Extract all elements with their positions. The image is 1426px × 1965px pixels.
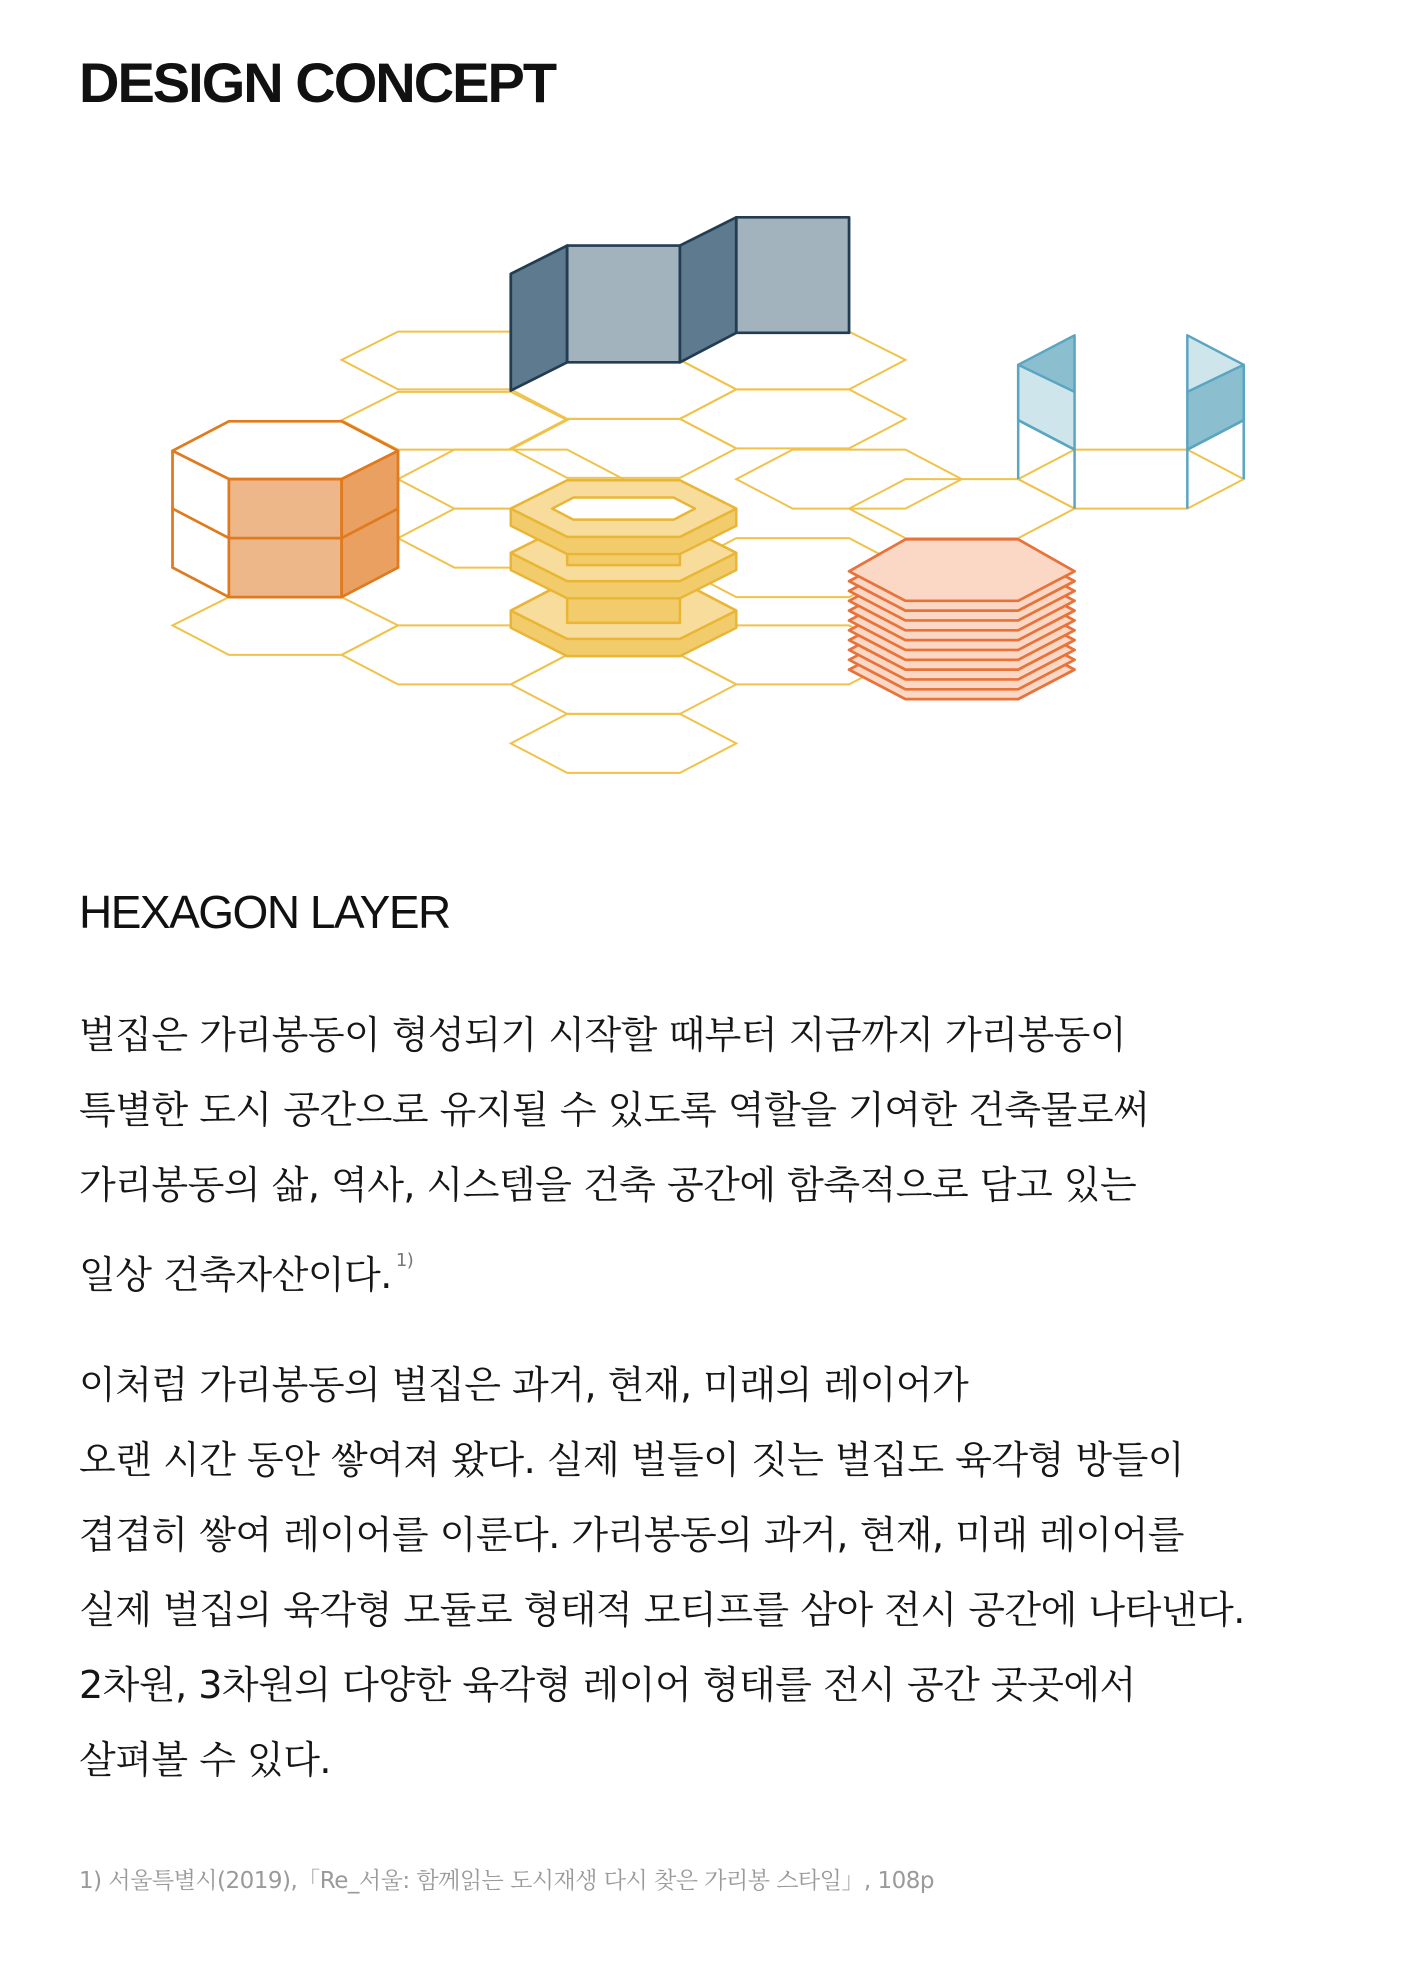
paragraph-1 <box>79 998 1149 1313</box>
text-line: 가리봉동의 삶, 역사, 시스템을 건축 공간에 함축적으로 담고 있는 <box>79 1163 1137 1207</box>
navy-panel-wall <box>511 217 849 390</box>
text-line: 살펴볼 수 있다. <box>79 1738 331 1782</box>
paragraph-2 <box>79 1348 1245 1798</box>
footnote: 1) 서울특별시(2019),「Re_서울: 함께읽는 도시재생 다시 찾은 가리봉 스타일」, 108p <box>79 1868 934 1894</box>
text-line: 이처럼 가리봉동의 벌집은 과거, 현재, 미래의 레이어가 <box>79 1363 969 1407</box>
page-title: DESIGN CONCEPT <box>79 51 556 114</box>
yellow-hex-rings <box>511 480 737 656</box>
orange-hex-prism <box>173 421 399 597</box>
footnote-reference: 1) <box>395 1250 414 1271</box>
text-line: 벌집은 가리봉동이 형성되기 시작할 때부터 지금까지 가리봉동이 <box>79 1013 1127 1057</box>
text-line-text: 일상 건축자산이다. <box>79 1253 392 1297</box>
teal-glass-panels <box>1018 335 1244 508</box>
text-line: 특별한 도시 공간으로 유지될 수 있도록 역할을 기여한 건축물로써 <box>79 1088 1150 1132</box>
section-title: HEXAGON LAYER <box>79 886 450 938</box>
yellow-ring-top <box>511 480 737 554</box>
text-line: 2차원, 3차원의 다양한 육각형 레이어 형태를 전시 공간 곳곳에서 <box>79 1663 1136 1707</box>
salmon-hex-stack <box>849 539 1075 699</box>
text-line: 실제 벌집의 육각형 모듈로 형태적 모티프를 삼아 전시 공간에 나타낸다. <box>79 1588 1245 1632</box>
text-line-with-footnote <box>79 1223 1149 1313</box>
hexagon-layer-illustration <box>170 205 1260 795</box>
text-line: 겹겹히 쌓여 레이어를 이룬다. 가리봉동의 과거, 현재, 미래 레이어를 <box>79 1513 1184 1557</box>
text-line: 오랜 시간 동안 쌓여져 왔다. 실제 벌들이 짓는 벌집도 육각형 방들이 <box>79 1438 1184 1482</box>
